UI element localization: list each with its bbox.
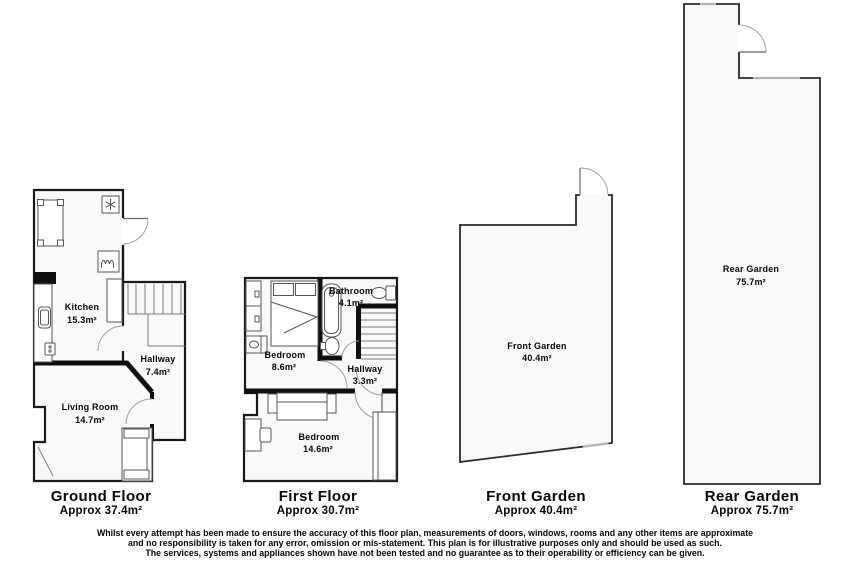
bed-icon bbox=[271, 281, 318, 346]
front-garden-fill bbox=[460, 195, 612, 462]
ground-floor-caption: Ground Floor bbox=[50, 488, 152, 505]
gf-hallway-area: 7.4m² bbox=[145, 367, 171, 377]
kitchen-table-icon bbox=[38, 200, 64, 247]
rear-garden-fill bbox=[684, 4, 820, 484]
front-garden-caption: Front Garden bbox=[486, 488, 586, 505]
rear-garden-caption: Rear Garden bbox=[704, 488, 800, 505]
first-floor-approx: Approx 30.7m² bbox=[276, 505, 360, 517]
freezer-icon bbox=[102, 196, 119, 213]
bedroom1-area: 8.6m² bbox=[271, 362, 297, 372]
appliance-icon bbox=[45, 343, 55, 355]
first-floor-caption: First Floor bbox=[278, 488, 358, 505]
kitchen-side-door-arc bbox=[123, 219, 148, 244]
bedroom2-area: 14.6m² bbox=[303, 444, 333, 454]
bathroom-label: Bathroom bbox=[328, 286, 374, 296]
front-garden-approx: Approx 40.4m² bbox=[494, 505, 578, 517]
kitchen-counter-left bbox=[34, 284, 55, 362]
kitchen-label: Kitchen bbox=[64, 302, 100, 312]
gf-hallway-label: Hallway bbox=[140, 354, 176, 364]
front-garden-area: 40.4m² bbox=[522, 353, 552, 363]
rear-garden-label: Rear Garden bbox=[722, 264, 780, 274]
bedroom1-label: Bedroom bbox=[264, 350, 306, 360]
wardrobe-icon bbox=[246, 281, 261, 331]
disclaimer-line-2: and no responsibility is taken for any error, omission or mis-statement. This plan is for illustrative purposes only and should be used as such. bbox=[128, 538, 722, 548]
built-in-wardrobe-icon bbox=[373, 412, 396, 480]
chimney-breast bbox=[34, 272, 56, 284]
first-floor-plan bbox=[244, 278, 397, 481]
kitchen-counter-right bbox=[107, 279, 122, 322]
living-room-area: 14.7m² bbox=[75, 415, 105, 425]
living-room-label: Living Room bbox=[61, 402, 119, 412]
oven-icon bbox=[98, 251, 119, 272]
bed-icon bbox=[268, 393, 336, 420]
captions bbox=[51, 488, 800, 517]
ff-hallway-area: 3.3m² bbox=[352, 376, 378, 386]
rear-garden-door-arc bbox=[739, 25, 766, 52]
sofa-icon bbox=[122, 428, 152, 481]
ground-floor-approx: Approx 37.4m² bbox=[59, 505, 143, 517]
bedroom2-label: Bedroom bbox=[298, 432, 340, 442]
front-garden-door-arc bbox=[580, 168, 608, 195]
sink-icon bbox=[39, 307, 51, 328]
chair-icon bbox=[260, 428, 271, 442]
disclaimer-line-1: Whilst every attempt has been made to ensure the accuracy of this floor plan, measurements of doors, windows, rooms and any other items are approximate bbox=[96, 528, 754, 538]
ground-floor-plan bbox=[34, 190, 185, 481]
disclaimer-line-3: The services, systems and appliances shown have not been tested and no guarantee as to their operability or efficiency can be given. bbox=[145, 548, 705, 558]
front-garden-label: Front Garden bbox=[507, 341, 567, 351]
rear-garden-approx: Approx 75.7m² bbox=[710, 505, 794, 517]
disclaimer bbox=[97, 528, 753, 558]
kitchen-area: 15.3m² bbox=[67, 315, 97, 325]
ff-hallway-label: Hallway bbox=[347, 364, 383, 374]
toilet-icon bbox=[372, 286, 396, 300]
bathroom-area: 4.1m² bbox=[338, 298, 364, 308]
rear-garden-plan bbox=[684, 4, 820, 484]
rear-garden-area: 75.7m² bbox=[736, 277, 766, 287]
front-garden-plan bbox=[460, 168, 612, 462]
